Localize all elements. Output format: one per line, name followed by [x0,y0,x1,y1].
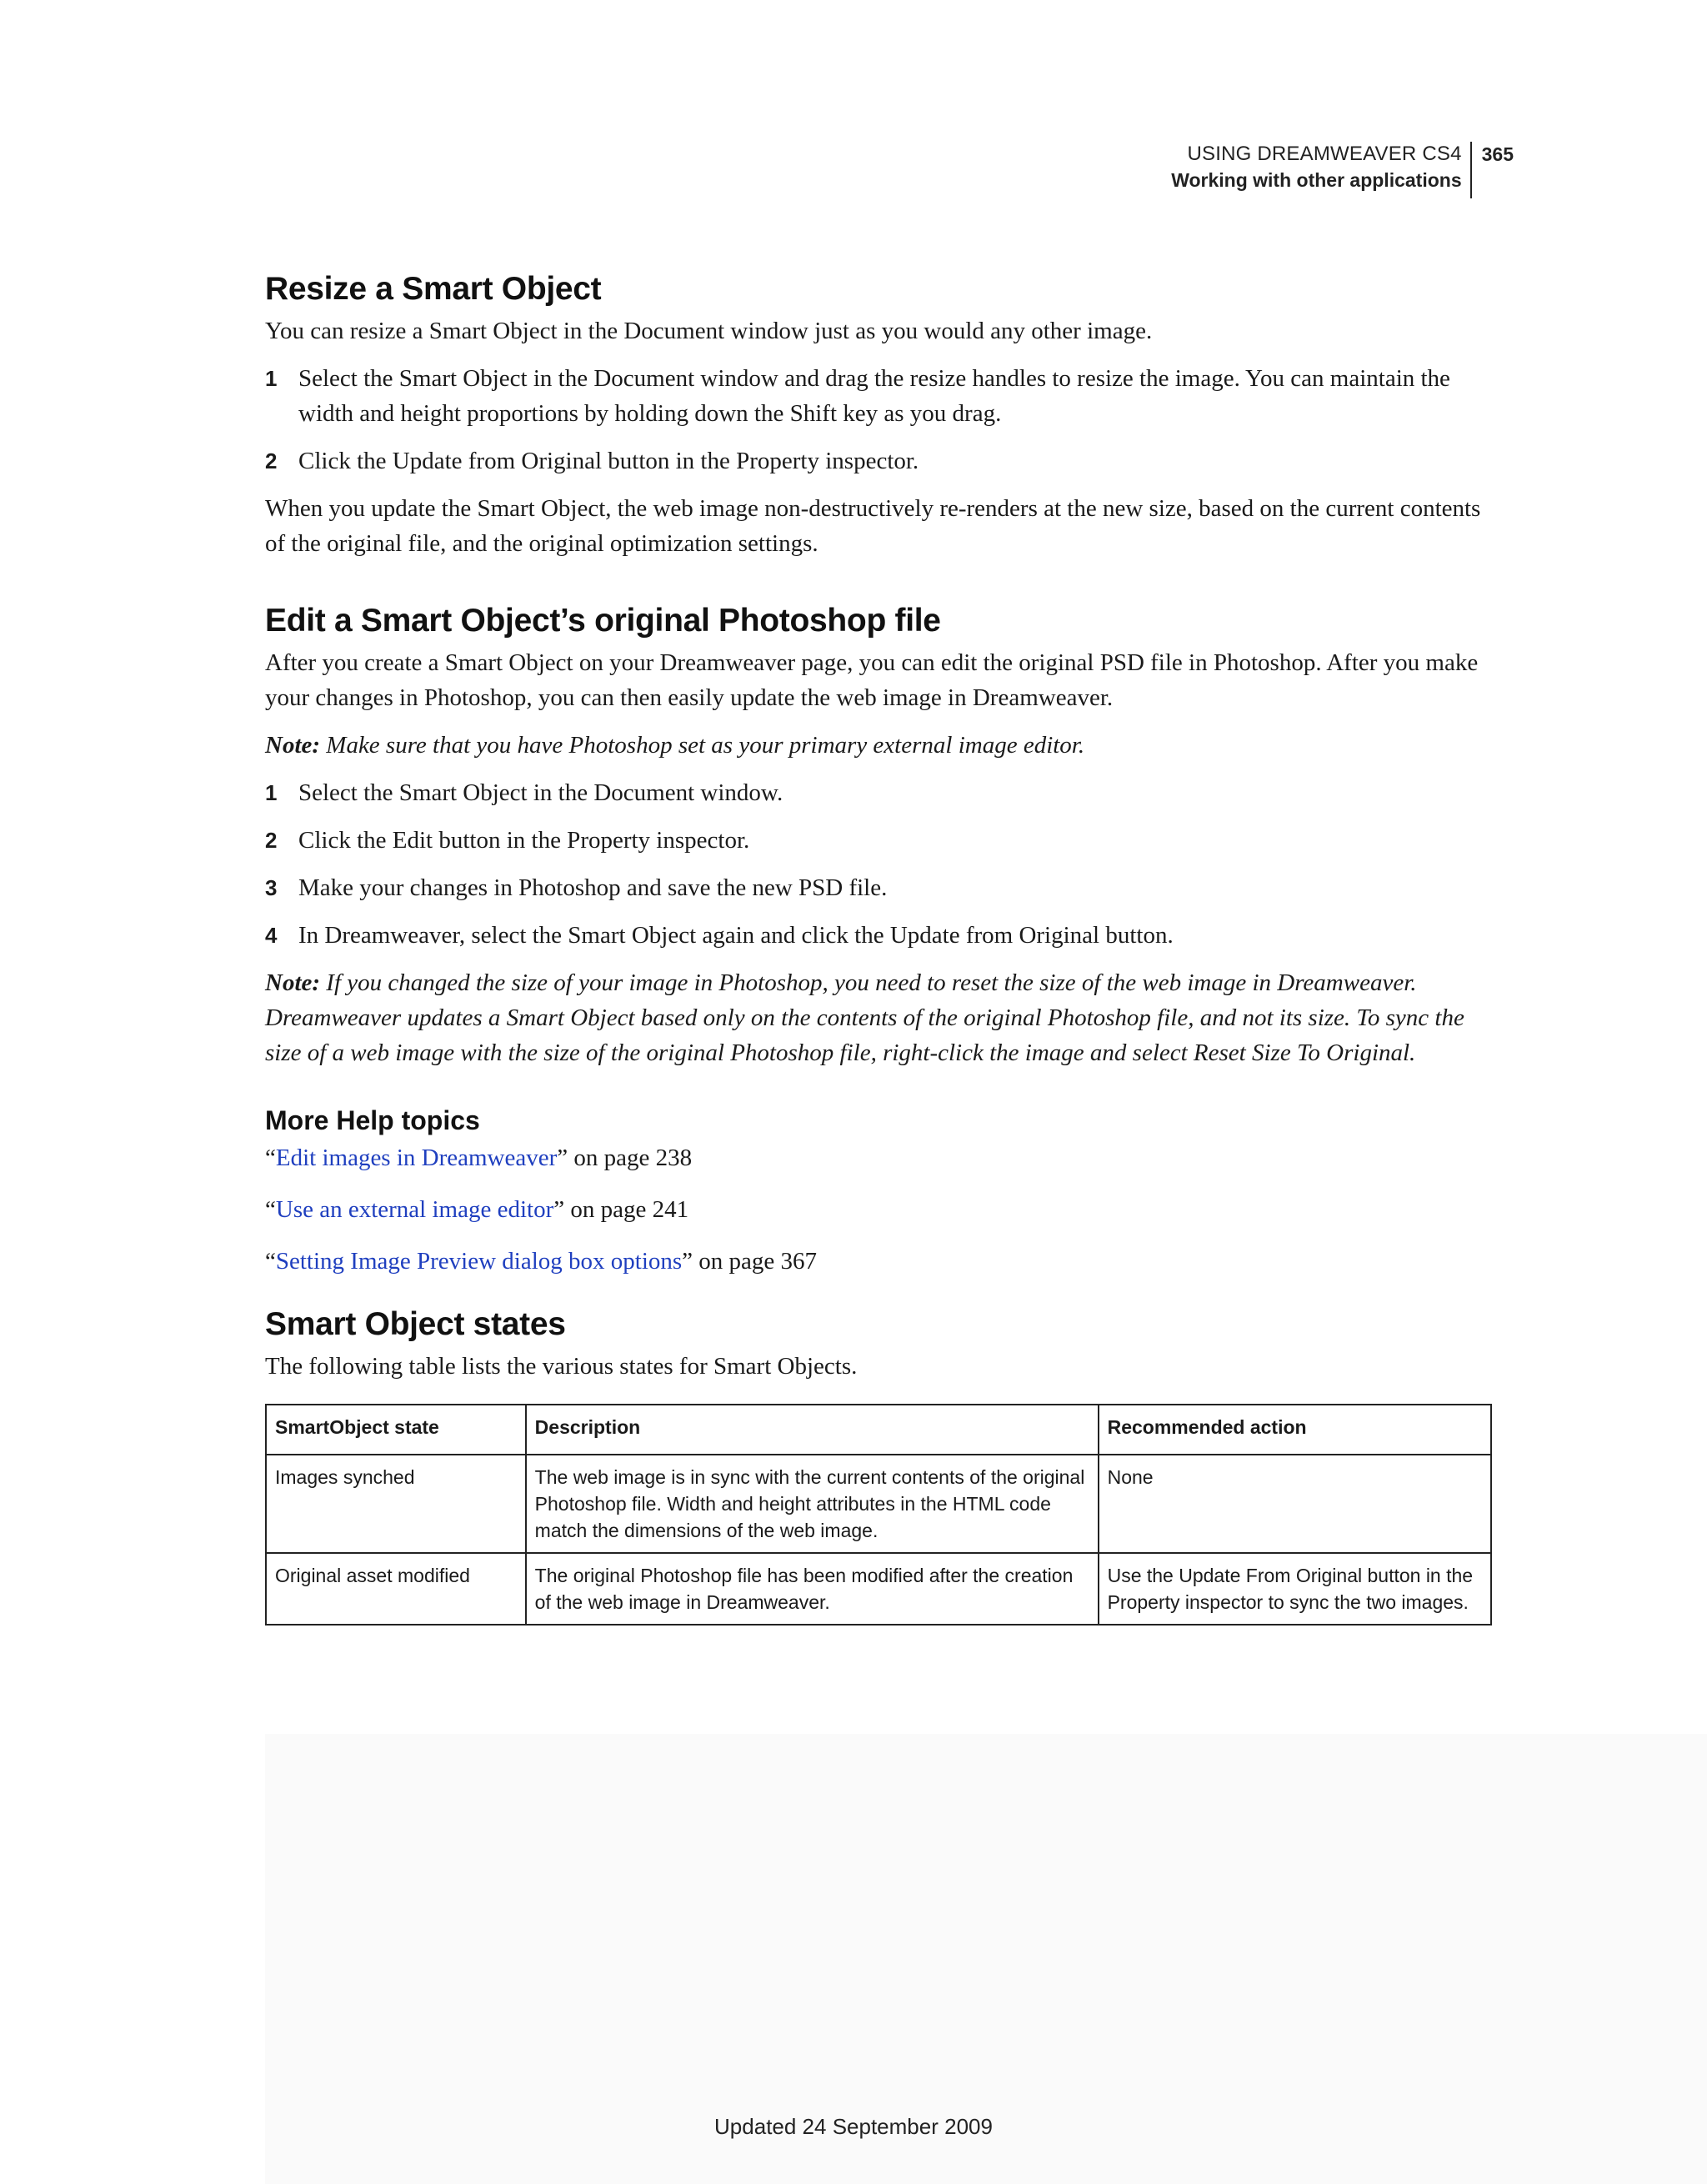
help-link-line [265,1140,1499,1175]
page-ref: ” on page 367 [682,1248,818,1275]
column-header: Description [526,1405,1099,1455]
main-content [265,265,1499,1625]
page-ref: ” on page 241 [553,1196,689,1223]
running-header-text [1171,142,1471,198]
step-number: 1 [265,780,278,805]
link-image-preview[interactable]: Setting Image Preview dialog box options [275,1248,683,1275]
table-cell: Images synched [266,1455,526,1553]
footer-updated: Updated 24 September 2009 [714,2114,993,2139]
chapter-title: Working with other applications [1171,169,1462,191]
resize-heading: Resize a Smart Object [265,271,602,307]
link-edit-images[interactable]: Edit images in Dreamweaver [275,1145,558,1171]
step-text: Select the Smart Object in the Document window. [298,779,783,806]
note-label: Note: [265,732,321,759]
help-link-line [265,1192,1499,1227]
table-cell: Original asset modified [266,1553,526,1625]
help-link-line [265,1244,1499,1279]
step-number: 3 [265,875,278,900]
step-number: 2 [265,448,278,473]
link-external-editor[interactable]: Use an external image editor [275,1196,554,1223]
edit-step [265,870,1499,905]
help-heading: More Help topics [265,1105,480,1135]
resize-step [265,361,1499,431]
edit-heading: Edit a Smart Object’s original Photoshop file [265,603,941,639]
running-header [1171,142,1514,198]
page-ref: ” on page 238 [557,1145,693,1171]
step-number: 2 [265,828,278,853]
edit-intro: After you create a Smart Object on your Dreamweaver page, you can edit the original PSD file in Photoshop. After you make your changes in Photoshop, you can then easily update the web image in Dreamweaver. [265,649,1479,711]
states-section [265,1300,1499,1625]
step-text: In Dreamweaver, select the Smart Object again and click the Update from Original button. [298,922,1174,949]
open-quote: “ [265,1145,276,1171]
column-header: SmartObject state [266,1405,526,1455]
table-row [266,1455,1491,1553]
page-number: 365 [1481,143,1514,165]
edit-section [265,597,1499,1070]
edit-step [265,775,1499,810]
note-text: If you changed the size of your image in Photoshop, you need to reset the size of the web image in Dreamweaver. Dreamweaver updates a Smart Object based only on the contents of the original Photoshop file, and not its size. To sync the size of a web image with the size of the original Photoshop file, right-click the image and select Reset Size To Original. [265,969,1464,1066]
table-cell: The original Photoshop file has been modified after the creation of the web image in Dreamweaver. [526,1553,1099,1625]
note [265,728,1499,763]
column-header: Recommended action [1099,1405,1491,1455]
note-text: Make sure that you have Photoshop set as your primary external image editor. [326,732,1085,759]
table-cell: The web image is in sync with the current contents of the original Photoshop file. Width and height attributes in the HTML code match the dimensions of the web image. [526,1455,1099,1553]
open-quote: “ [265,1196,276,1223]
table-header-row [266,1405,1491,1455]
states-intro: The following table lists the various states for Smart Objects. [265,1353,858,1380]
note [265,965,1499,1070]
states-table [265,1404,1492,1625]
book-title: USING DREAMWEAVER CS4 [1187,143,1462,165]
resize-step [265,443,1499,478]
help-section [265,1100,1499,1279]
table-cell: None [1099,1455,1491,1553]
resize-section [265,265,1499,561]
resize-intro: You can resize a Smart Object in the Document window just as you would any other image. [265,318,1153,344]
step-text: Make your changes in Photoshop and save the new PSD file. [298,874,888,901]
note-label: Note: [265,969,321,996]
resize-after: When you update the Smart Object, the web image non-destructively re-renders at the new size, based on the current contents of the original file, and the original optimization settings. [265,495,1481,557]
table-row [266,1553,1491,1625]
step-number: 1 [265,366,278,391]
step-text: Click the Update from Original button in the Property inspector. [298,448,919,474]
step-number: 4 [265,923,278,948]
edit-step [265,823,1499,858]
states-heading: Smart Object states [265,1306,566,1342]
open-quote: “ [265,1248,276,1275]
step-text: Click the Edit button in the Property inspector. [298,827,750,854]
table-cell: Use the Update From Original button in the Property inspector to sync the two images. [1099,1553,1491,1625]
step-text: Select the Smart Object in the Document window and drag the resize handles to resize the image. You can maintain the width and height proportions by holding down the Shift key as you drag. [298,365,1450,427]
edit-step [265,918,1499,953]
